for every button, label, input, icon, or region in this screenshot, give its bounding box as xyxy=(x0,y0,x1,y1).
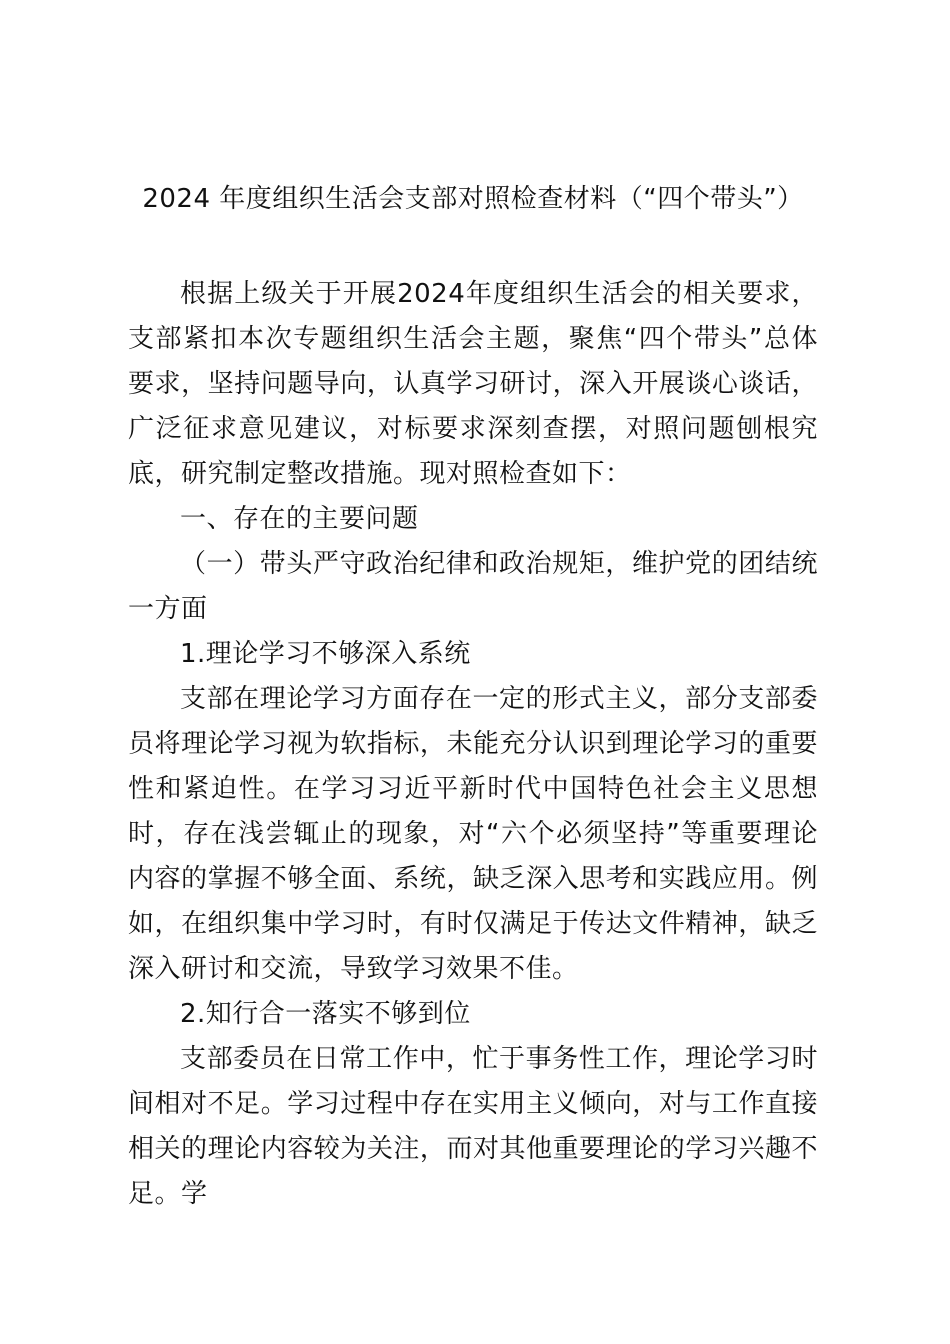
item-heading-1: 1.理论学习不够深入系统 xyxy=(180,639,471,669)
item-body-2: 支部委员在日常工作中，忙于事务性工作，理论学习时间相对不足。学习过程中存在实用主义倾向，对与工作直接相关的理论内容较为关注，而对其他重要理论的学习兴趣不足。学 xyxy=(128,1044,818,1209)
section-heading: 一、存在的主要问题 xyxy=(180,504,419,534)
document-body xyxy=(128,272,818,1217)
document-title: 2024 年度组织生活会支部对照检查材料（“四个带头”） xyxy=(142,184,804,214)
subsection-heading: （一）带头严守政治纪律和政治规矩，维护党的团结统一方面 xyxy=(128,549,818,624)
item-heading-2: 2.知行合一落实不够到位 xyxy=(180,999,471,1029)
intro-paragraph: 根据上级关于开展2024年度组织生活会的相关要求，支部紧扣本次专题组织生活会主题，聚焦“四个带头”总体要求，坚持问题导向，认真学习研讨，深入开展谈心谈话，广泛征求意见建议，对标要求深刻查摆，对照问题刨根究底，研究制定整改措施。现对照检查如下： xyxy=(128,279,818,489)
item-body-1: 支部在理论学习方面存在一定的形式主义，部分支部委员将理论学习视为软指标，未能充分认识到理论学习的重要性和紧迫性。在学习习近平新时代中国特色社会主义思想时，存在浅尝辄止的现象，对“六个必须坚持”等重要理论内容的掌握不够全面、系统，缺乏深入思考和实践应用。例如，在组织集中学习时，有时仅满足于传达文件精神，缺乏深入研讨和交流，导致学习效果不佳。 xyxy=(128,684,818,984)
